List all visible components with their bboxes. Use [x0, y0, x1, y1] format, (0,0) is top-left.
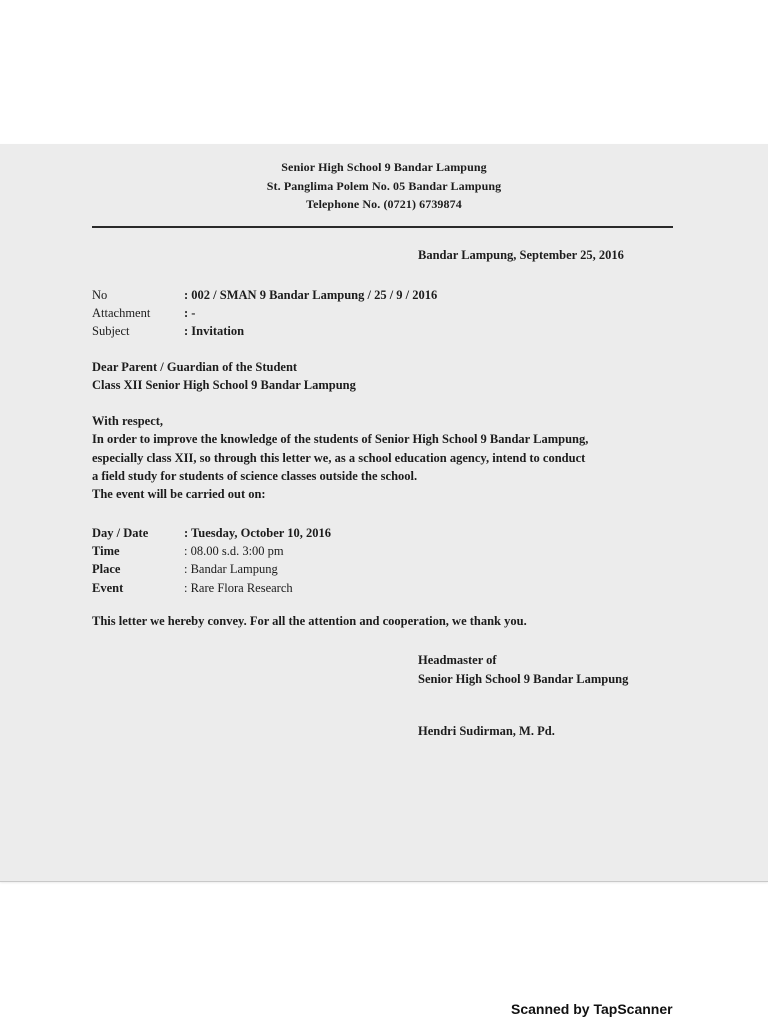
letter-date: Bandar Lampung, September 25, 2016 — [418, 248, 624, 262]
event-label: Event — [92, 580, 124, 595]
body-line: especially class XII, so through this letter we, as a school education agency, intend to conduct — [92, 450, 586, 465]
scanned-letter-page — [0, 144, 768, 882]
event-row-place — [92, 560, 331, 578]
meta-value: : 002 / SMAN 9 Bandar Lampung / 25 / 9 / 2016 — [184, 288, 438, 302]
event-value: : Rare Flora Research — [184, 580, 293, 595]
closing-sentence: This letter we hereby convey. For all the attention and cooperation, we thank you. — [92, 614, 527, 628]
letter-meta — [92, 286, 437, 340]
signature-title-line: Senior High School 9 Bandar Lampung — [418, 671, 629, 686]
event-row-time — [92, 542, 331, 560]
letterhead-divider — [92, 226, 673, 228]
body-line: In order to improve the knowledge of the students of Senior High School 9 Bandar Lampung, — [92, 432, 589, 447]
meta-row-number — [92, 286, 437, 304]
event-label: Place — [92, 562, 121, 577]
recipient-line: Class XII Senior High School 9 Bandar Lampung — [92, 378, 356, 392]
event-details — [92, 524, 331, 597]
event-value: : 08.00 s.d. 3:00 pm — [184, 544, 284, 559]
letter-body — [92, 412, 692, 503]
recipient-block — [92, 358, 356, 394]
signature-title — [418, 651, 628, 688]
event-label: Day / Date — [92, 526, 149, 540]
event-label: Time — [92, 544, 120, 559]
event-row-date — [92, 524, 331, 542]
letterhead — [0, 158, 768, 214]
signature-title-line: Headmaster of — [418, 653, 497, 667]
school-name: Senior High School 9 Bandar Lampung — [281, 160, 487, 174]
event-value: : Bandar Lampung — [184, 562, 278, 577]
recipient-line: Dear Parent / Guardian of the Student — [92, 360, 298, 374]
school-address: St. Panglima Polem No. 05 Bandar Lampung — [266, 178, 502, 193]
meta-label: Attachment — [92, 306, 151, 320]
meta-row-attachment — [92, 304, 437, 322]
meta-label: Subject — [92, 324, 130, 338]
meta-label: No — [92, 288, 108, 302]
body-line: a field study for students of science classes outside the school. — [92, 468, 418, 483]
signer-name: Hendri Sudirman, M. Pd. — [418, 724, 555, 738]
body-line: The event will be carried out on: — [92, 487, 266, 502]
body-line: With respect, — [92, 414, 164, 428]
school-telephone: Telephone No. (0721) 6739874 — [306, 197, 462, 211]
event-value: : Tuesday, October 10, 2016 — [184, 526, 332, 540]
meta-value: : - — [184, 306, 196, 320]
meta-value: : Invitation — [184, 324, 245, 338]
event-row-event — [92, 579, 331, 597]
meta-row-subject — [92, 322, 437, 340]
scanner-watermark: Scanned by TapScanner — [511, 1001, 673, 1017]
